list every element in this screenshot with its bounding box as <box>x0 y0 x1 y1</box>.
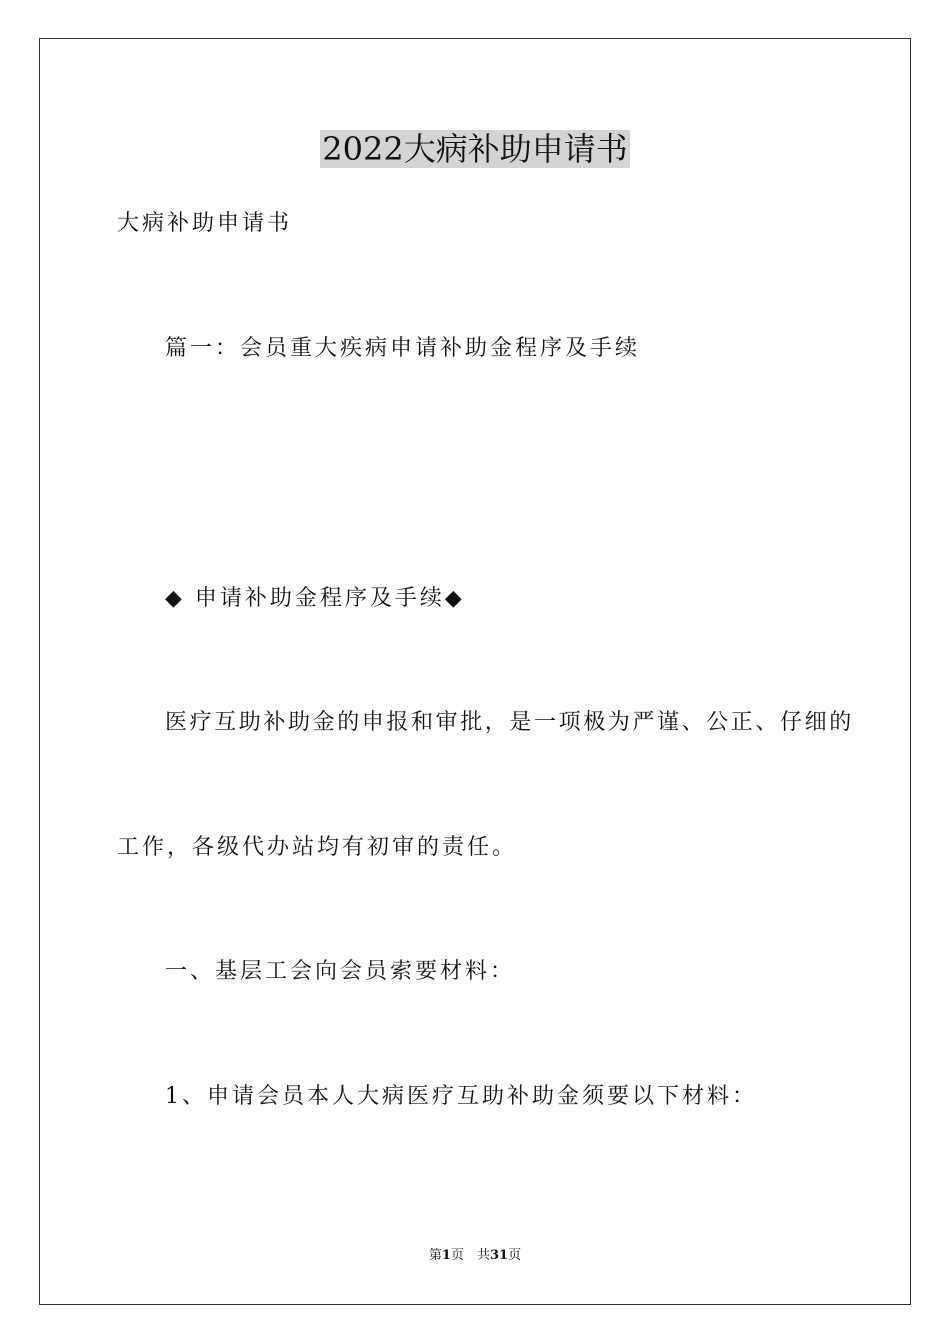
paragraph-line-1: 医疗互助补助金的申报和审批，是一项极为严谨、公正、仔细的 <box>165 710 854 735</box>
paragraph-line-2: 工作，各级代办站均有初审的责任。 <box>117 835 518 860</box>
footer-prefix: 第 <box>428 1248 442 1263</box>
page-footer <box>0 1247 950 1265</box>
footer-mid: 页 共 <box>450 1248 490 1263</box>
document-title <box>0 126 950 172</box>
list-item-1: 1、申请会员本人大病医疗互助补助金须要以下材料： <box>165 1084 757 1109</box>
diamond-heading: ◆ 申请补助金程序及手续◆ <box>165 586 465 611</box>
footer-total-pages: 31 <box>489 1248 509 1263</box>
item-heading: 一、基层工会向会员索要材料： <box>165 959 516 984</box>
footer-suffix: 页 <box>508 1248 522 1263</box>
footer-current-page: 1 <box>441 1248 451 1263</box>
subtitle-line: 大病补助申请书 <box>117 211 293 236</box>
document-title-text: 2022大病补助申请书 <box>322 130 628 168</box>
section-heading: 篇一：会员重大疾病申请补助金程序及手续 <box>165 336 641 361</box>
